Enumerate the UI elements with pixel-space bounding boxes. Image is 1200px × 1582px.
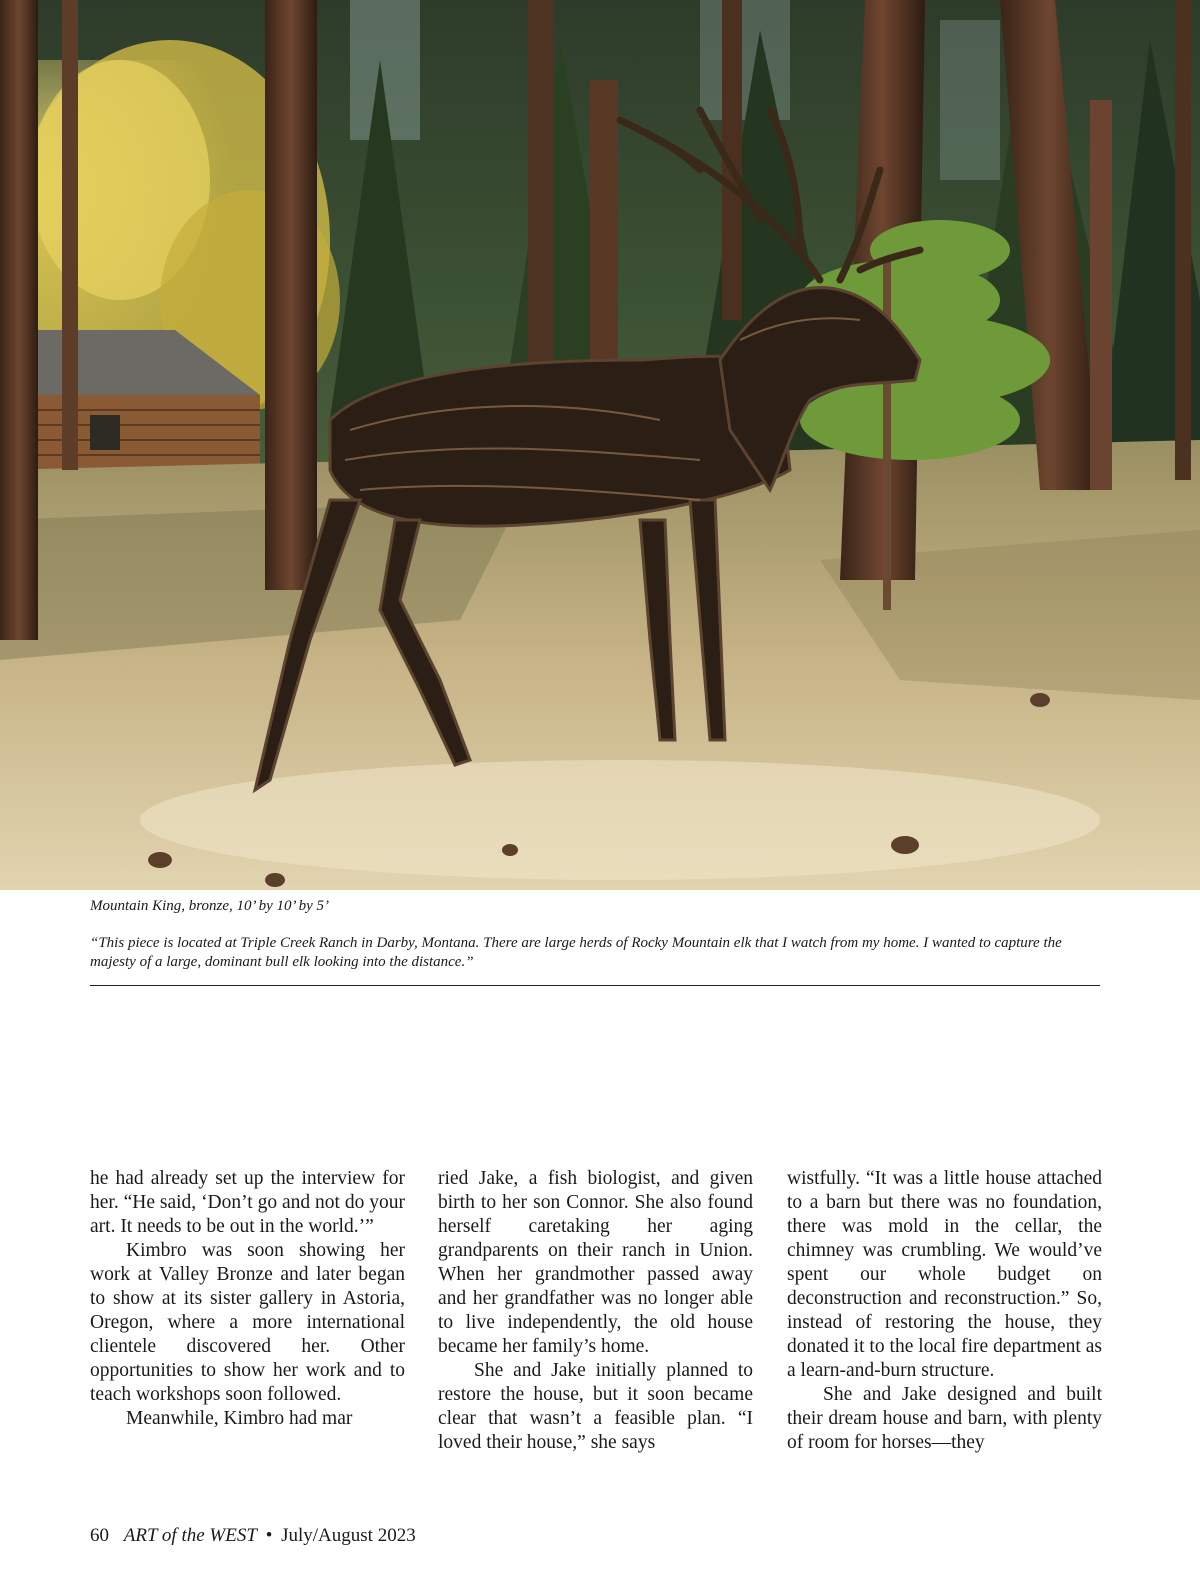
- paragraph: Kimbro was soon showing her work at Valley Bronze and later began to show at its sister gallery in Astoria, Oregon, where a more international clientele discovered her. Other opportunities to show her work and to teach workshops soon followed.: [90, 1240, 405, 1405]
- footer-bullet: •: [265, 1525, 273, 1546]
- article-column-1: [90, 1167, 405, 1431]
- issue-date: July/August 2023: [281, 1525, 416, 1546]
- article-column-2: [438, 1167, 753, 1455]
- article-column-3: [787, 1167, 1102, 1455]
- paragraph: wistfully. “It was a little house attached to a barn but there was no foundation, there was mold in the cellar, the chimney was crumbling. We would’ve spent our whole budget on deconstruction and reconstruction.” So, instead of restoring the house, they donated it to the local fire department as a learn-and-burn structure.: [787, 1168, 1102, 1381]
- caption-divider: [90, 985, 1100, 986]
- photo-caption-quote: “This piece is located at Triple Creek Ranch in Darby, Montana. There are large herds of Rocky Mountain elk that I watch from my home. I wanted to capture the majesty of a large, dominant bull elk looking into the distance.”: [90, 935, 1062, 970]
- publication-name: ART of the WEST: [123, 1525, 257, 1546]
- paragraph: ried Jake, a fish biologist, and given birth to her son Connor. She also found herself caretaking her aging grandparents on their ranch in Union. When her grandmother passed away and her grandfather was no longer able to live independently, the old house became her family’s home.: [438, 1168, 753, 1357]
- paragraph: She and Jake initially planned to restore the house, but it soon became clear that wasn’t a feasible plan. “I loved their house,” she says: [438, 1360, 753, 1453]
- article-body: [90, 1167, 1100, 1487]
- page-footer: [90, 1524, 416, 1548]
- paragraph: Meanwhile, Kimbro had mar: [126, 1408, 353, 1429]
- page-number: 60: [90, 1525, 109, 1546]
- paragraph: he had already set up the interview for her. “He said, ‘Don’t go and not do your art. It needs to be out in the world.’”: [90, 1168, 405, 1237]
- photo-caption-title: Mountain King, bronze, 10’ by 10’ by 5’: [90, 898, 330, 914]
- paragraph: She and Jake designed and built their dream house and barn, with plenty of room for horses—they: [787, 1384, 1102, 1453]
